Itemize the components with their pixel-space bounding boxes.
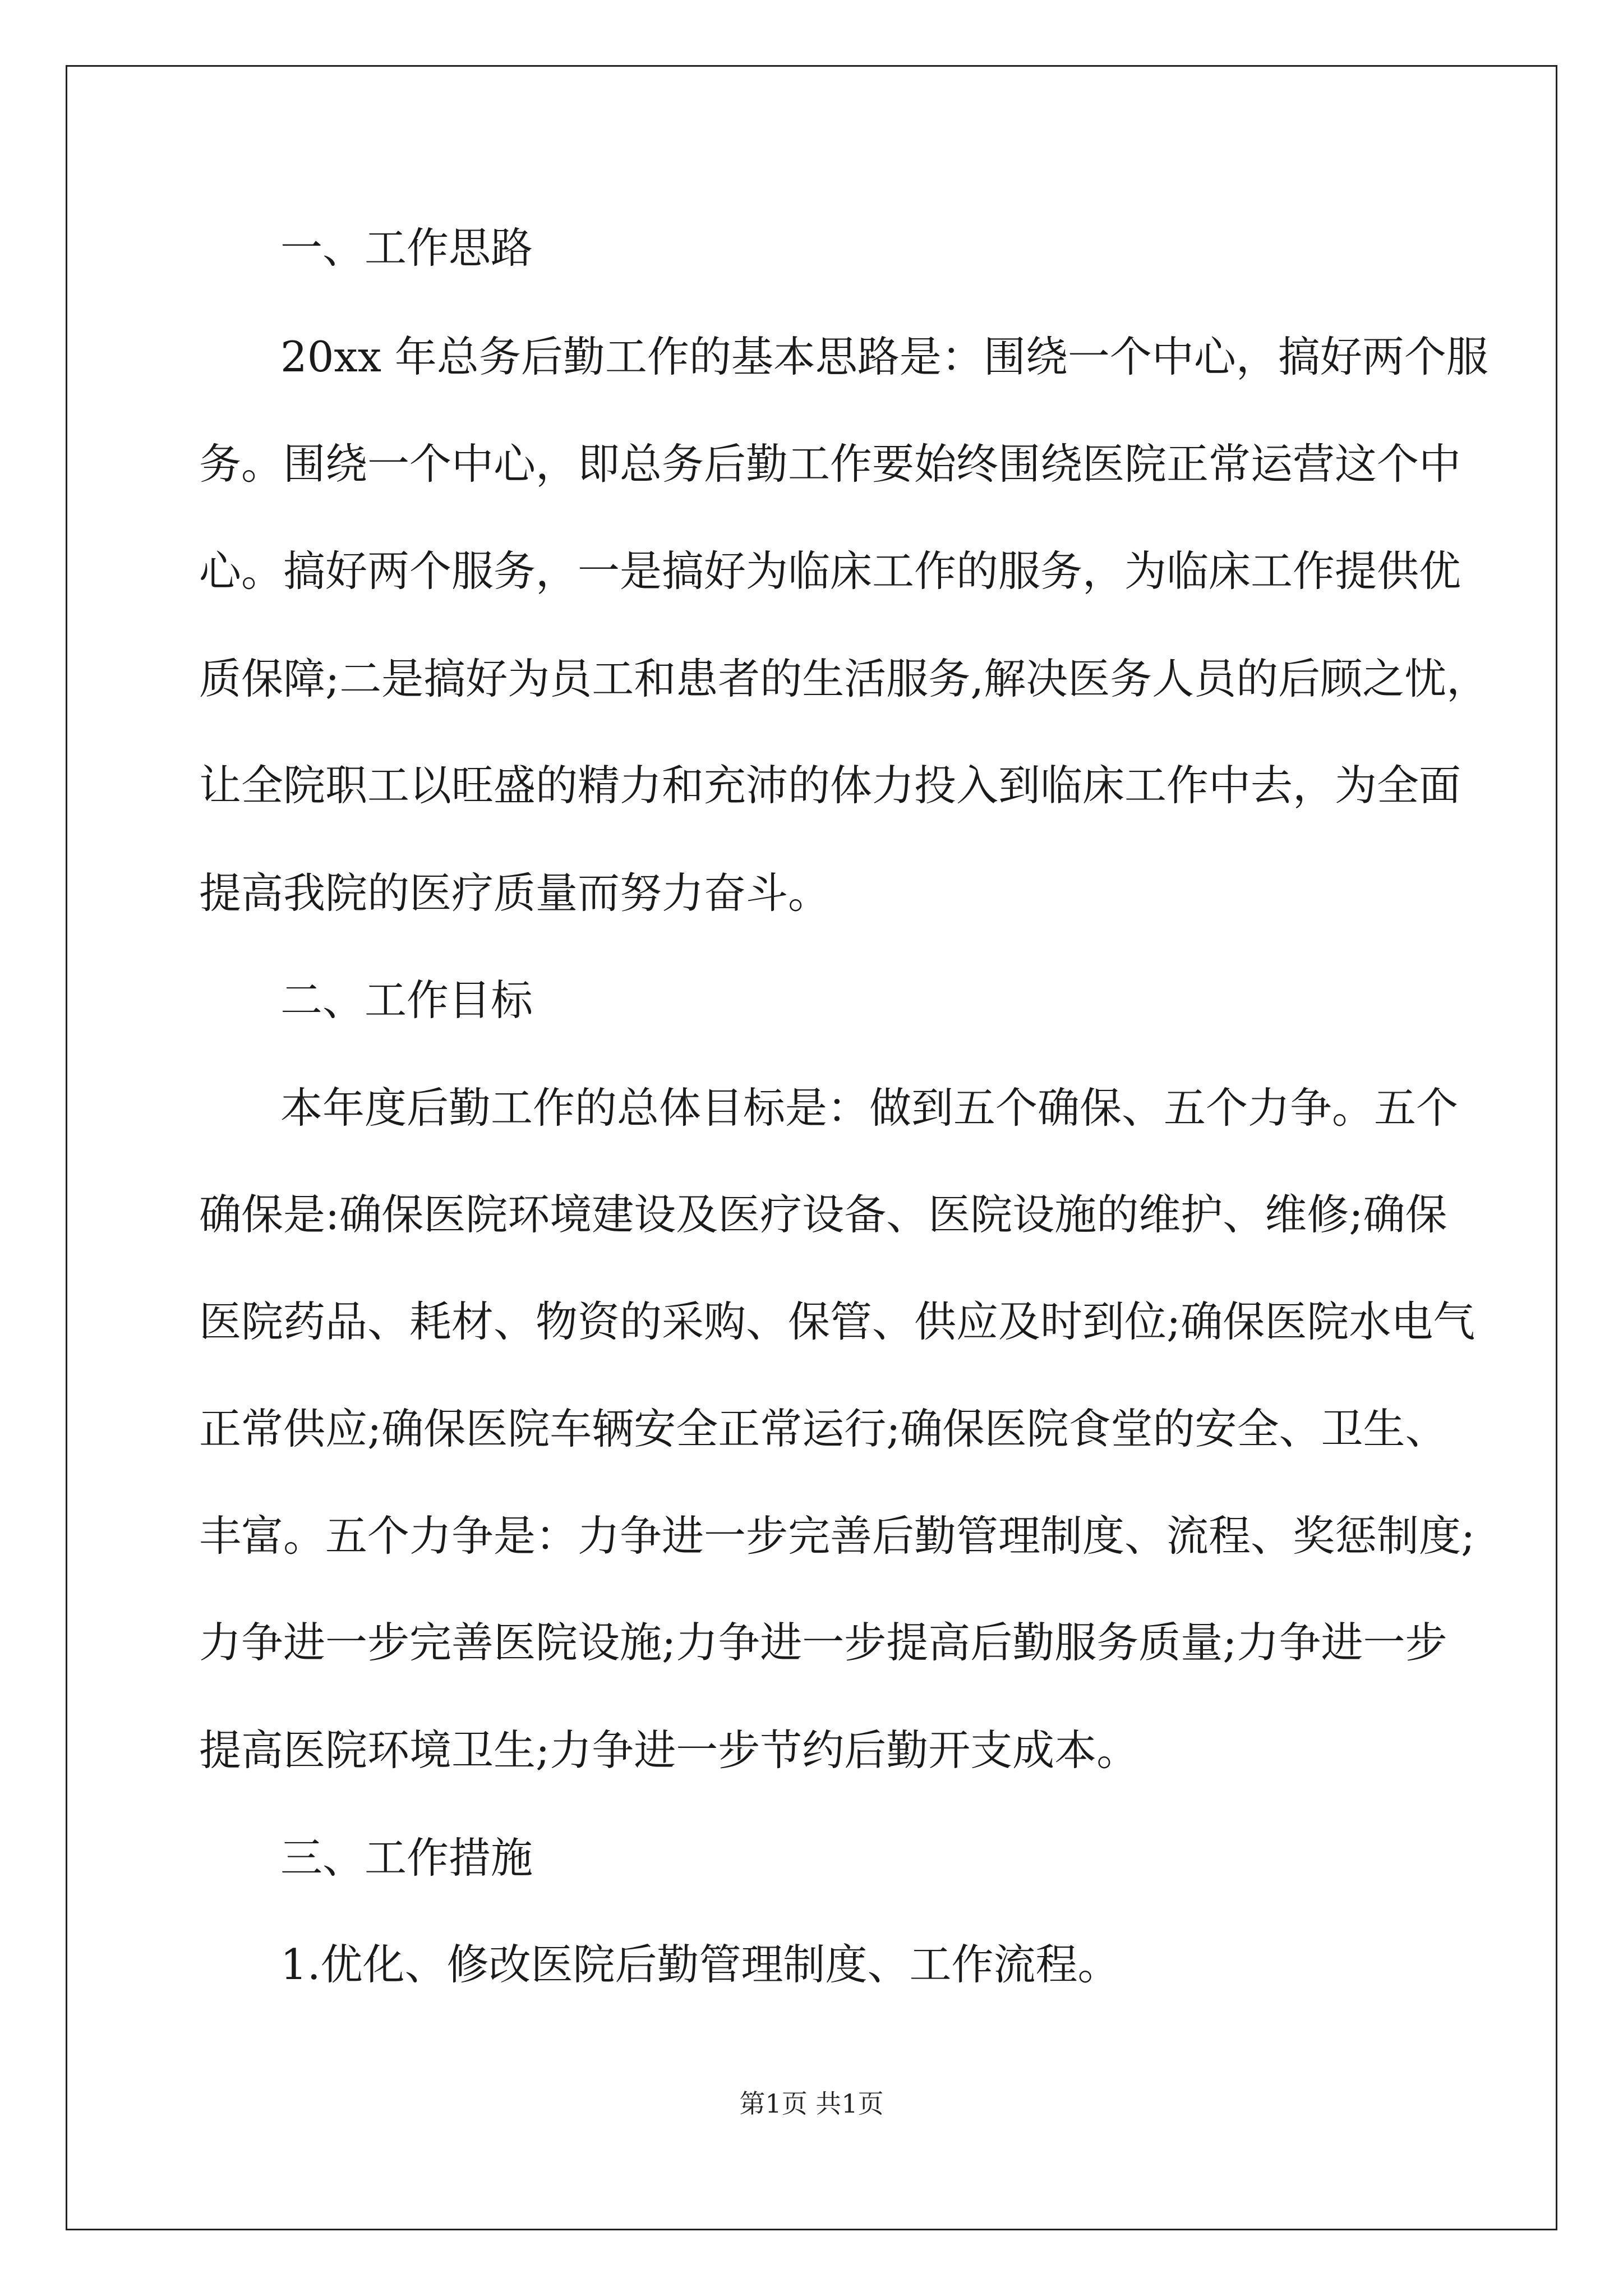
section-heading-2: 二、工作目标: [280, 976, 533, 1025]
paragraph-line: 1.优化、修改医院后勤管理制度、工作流程。: [280, 1940, 1120, 1989]
paragraph-line: 确保是:确保医院环境建设及医疗设备、医院设施的维护、维修;确保: [199, 1190, 1447, 1239]
paragraph-line: 力争进一步完善医院设施;力争进一步提高后勤服务质量;力争进一步: [199, 1618, 1447, 1667]
paragraph-line: 让全院职工以旺盛的精力和充沛的体力投入到临床工作中去，为全面: [199, 761, 1461, 810]
paragraph-line: 医院药品、耗材、物资的采购、保管、供应及时到位;确保医院水电气: [199, 1297, 1476, 1346]
section-heading-1: 一、工作思路: [280, 223, 533, 273]
paragraph-line: 提高我院的医疗质量而努力奋斗。: [199, 868, 831, 918]
paragraph-line: 心。搞好两个服务，一是搞好为临床工作的服务，为临床工作提供优: [199, 546, 1461, 596]
paragraph-line: 提高医院环境卫生;力争进一步节约后勤开支成本。: [199, 1726, 1139, 1775]
section-heading-3: 三、工作措施: [280, 1833, 533, 1883]
page-footer: 第1页 共1页: [739, 2088, 884, 2119]
paragraph-line: 20xx 年总务后勤工作的基本思路是：围绕一个中心，搞好两个服: [280, 332, 1488, 381]
paragraph-line: 质保障;二是搞好为员工和患者的生活服务,解决医务人员的后顾之忧，: [199, 654, 1489, 703]
paragraph-line: 正常供应;确保医院车辆安全正常运行;确保医院食堂的安全、卫生、: [199, 1404, 1447, 1453]
paragraph-line: 务。围绕一个中心，即总务后勤工作要始终围绕医院正常运营这个中: [199, 439, 1461, 489]
paragraph-line: 丰富。五个力争是：力争进一步完善后勤管理制度、流程、奖惩制度;: [199, 1511, 1476, 1561]
page-border: [66, 65, 1557, 2230]
paragraph-line: 本年度后勤工作的总体目标是：做到五个确保、五个力争。五个: [280, 1083, 1459, 1133]
